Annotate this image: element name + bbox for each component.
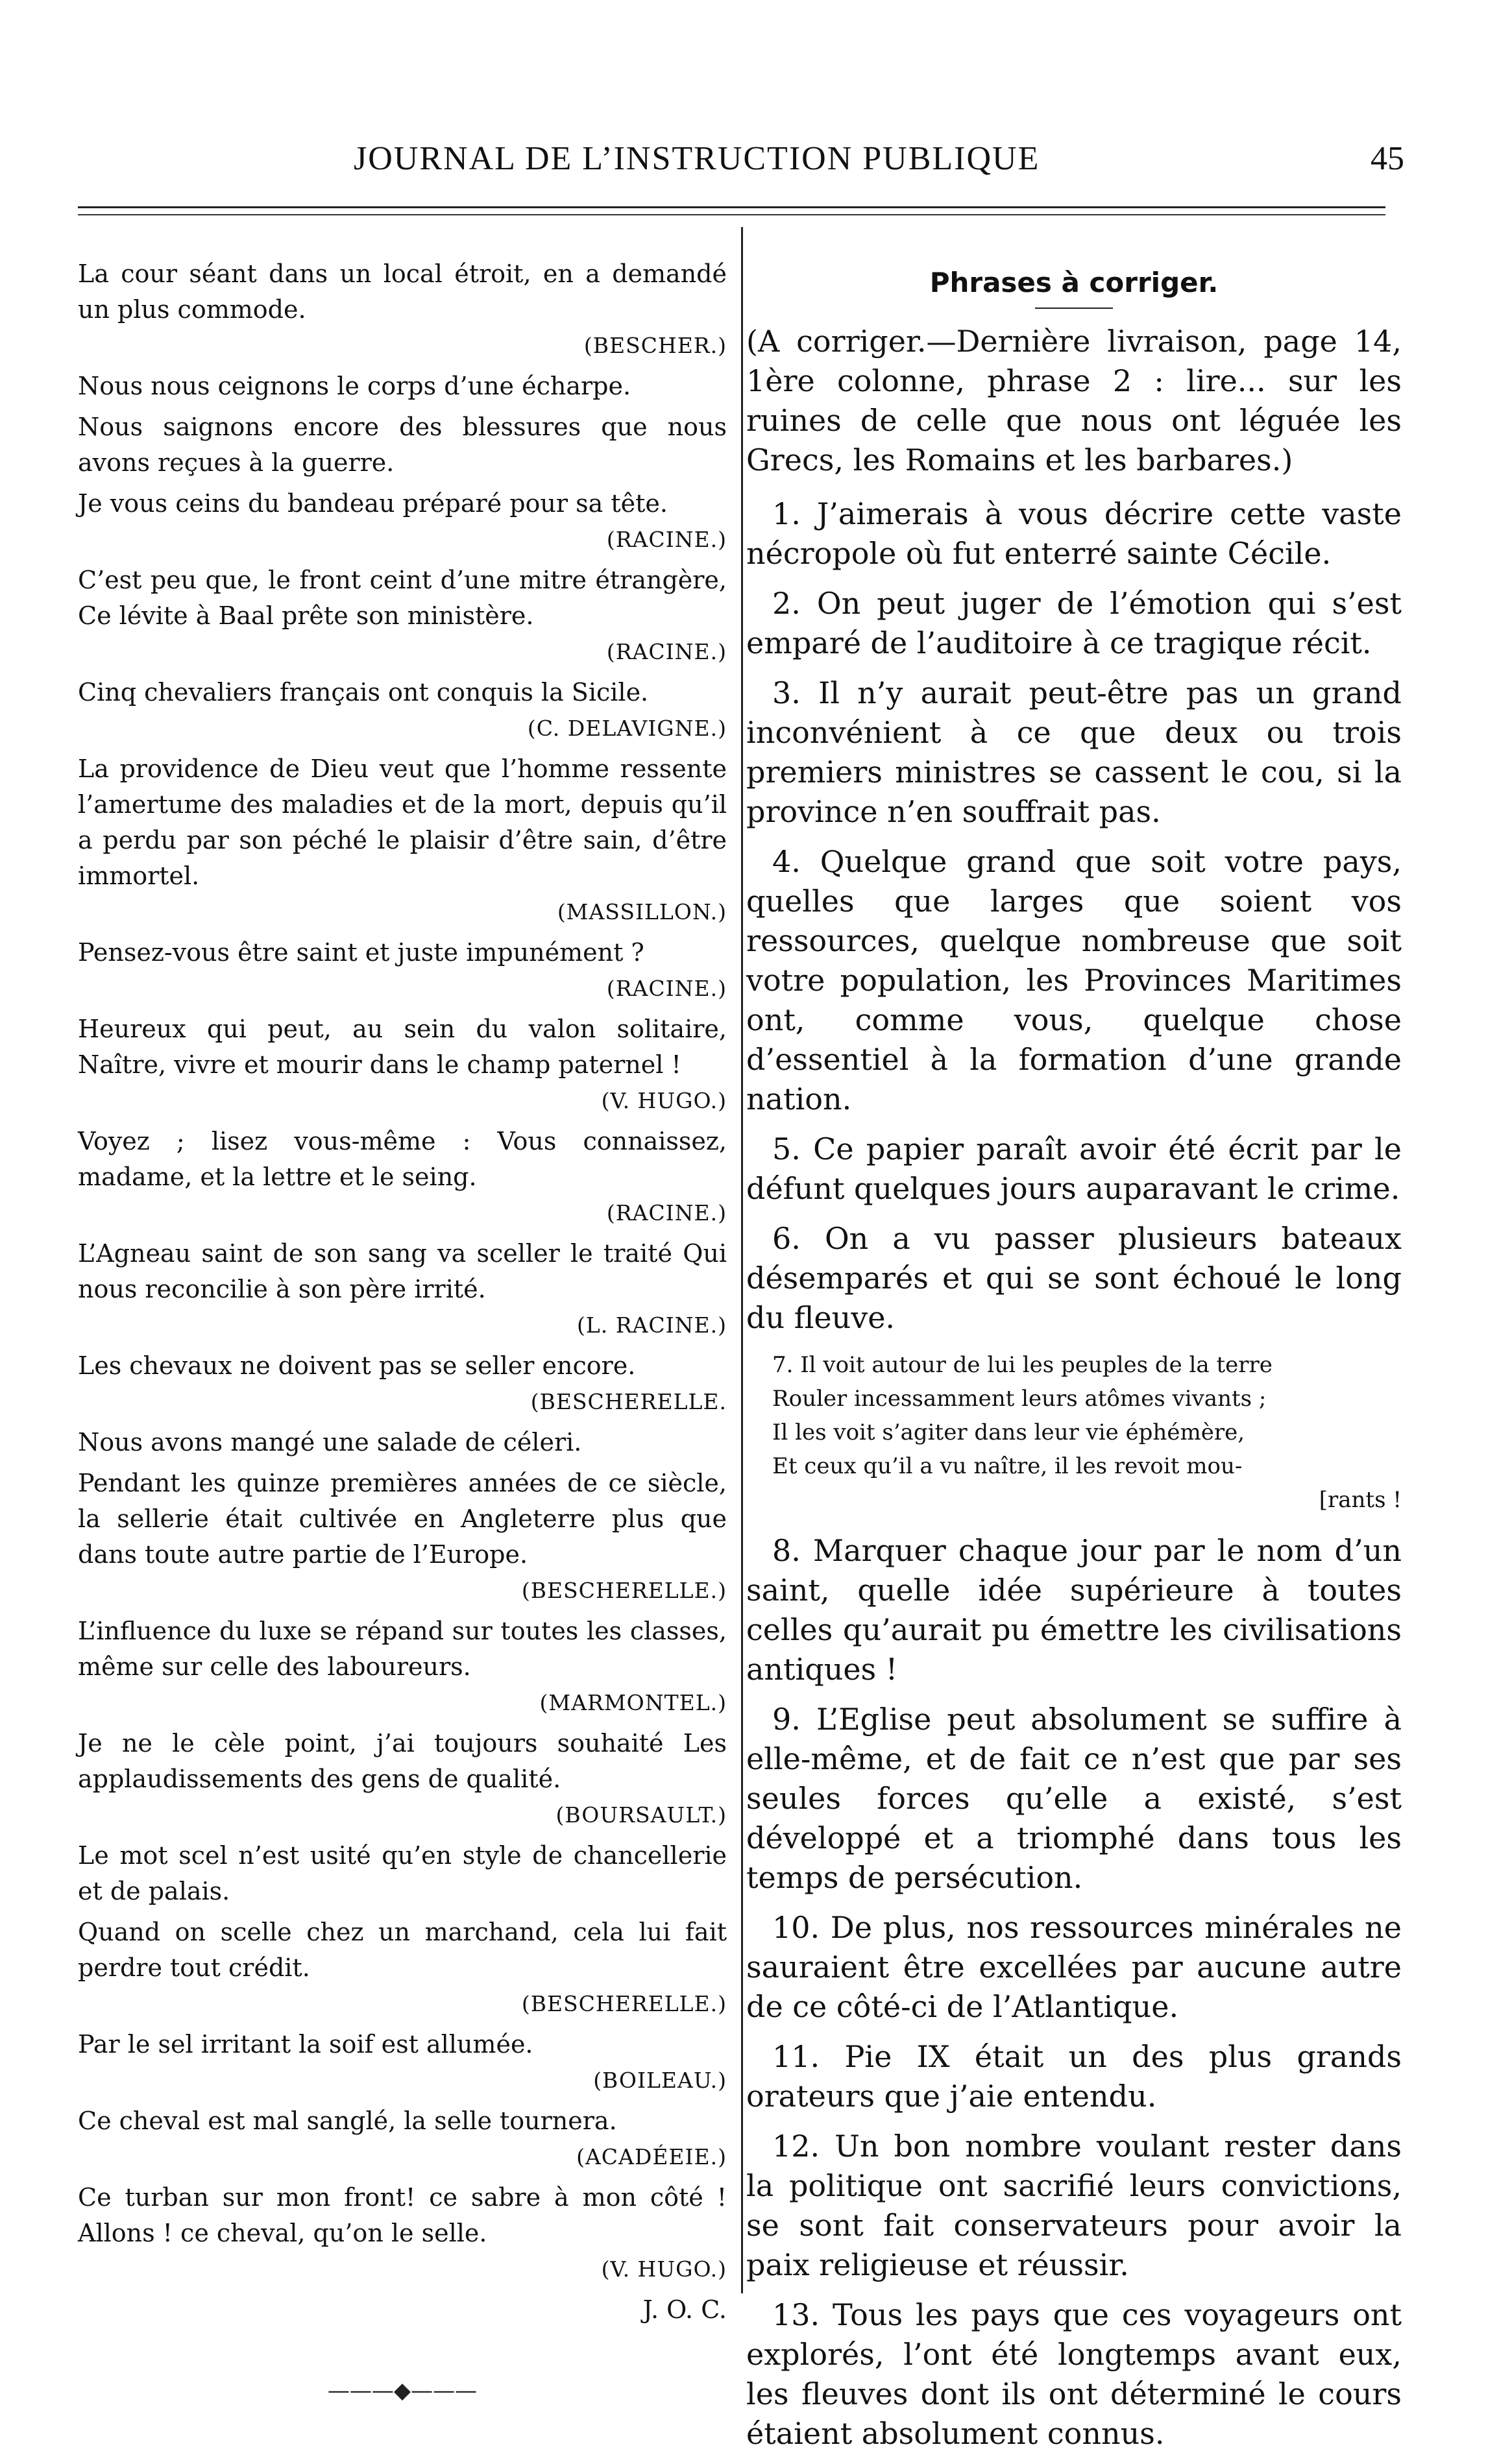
poem-line: Rouler incessamment leurs atômes vivants ; [772, 1386, 1267, 1412]
quote [78, 1124, 727, 1231]
quote-attribution: (BOILEAU.) [593, 2068, 727, 2093]
quote [78, 1236, 727, 1343]
sentence-item: 2. On peut juger de l’émotion qui s’est emparé de l’auditoire à ce tragique récit. [746, 586, 1402, 660]
quote-text: La providence de Dieu veut que l’homme ressente l’amertume des maladies et de la mort, depuis qu’il a perdu par son péché le plaisir d’être sain, d’être immortel. [78, 755, 727, 890]
quote-text: Cinq chevaliers français ont conquis la Sicile. [78, 678, 649, 707]
page-header [0, 139, 1499, 191]
quote-list [78, 256, 727, 2287]
poem-line: [rants ! [1319, 1487, 1402, 1513]
quote-text: Je vous ceins du bandeau préparé pour sa tête. [78, 489, 668, 518]
quote [78, 486, 727, 557]
author-signature: J. O. C. [642, 2295, 727, 2324]
sentence-item: 5. Ce papier paraît avoir été écrit par le défunt quelques jours auparavant le crime. [746, 1131, 1402, 1206]
sentence-item: 4. Quelque grand que soit votre pays, quelles que larges que soient vos ressources, quelque nombreuse que soit votre population, les Provinces Maritimes ont, comme vous, quelque chose d’essentiel à la formation d’une grande nation. [746, 844, 1402, 1117]
sentence-list-continued [746, 1531, 1402, 2454]
quote-text: Ce cheval est mal sanglé, la selle tournera. [78, 2107, 617, 2135]
quote-text: L’Agneau saint de son sang va sceller le traité Qui nous reconcilie à son père irrité. [78, 1239, 727, 1303]
quote-text: Nous saignons encore des blessures que nous avons reçues à la guerre. [78, 413, 727, 477]
quote-attribution: (RACINE.) [606, 976, 727, 1001]
poem-line: 7. Il voit autour de lui les peuples de la terre [772, 1352, 1273, 1378]
quote [78, 1613, 727, 1721]
quote-text: Nous nous ceignons le corps d’une écharpe. [78, 372, 631, 400]
quote-text: Heureux qui peut, au sein du valon solitaire, Naître, vivre et mourir dans le champ paternel ! [78, 1015, 727, 1079]
quote-text: Nous avons mangé une salade de céleri. [78, 1428, 582, 1456]
quote-attribution: (MARMONTEL.) [539, 1690, 727, 1715]
correction-note: (A corriger.—Dernière livraison, page 14, 1ère colonne, phrase 2 : lire... sur les ruines de celle que nous ont léguée les Grecs, les Romains et les barbares.) [746, 324, 1402, 477]
header-rule-secondary [78, 214, 1385, 215]
page-number: 45 [1371, 140, 1404, 177]
sentence-item: 3. Il n’y aurait peut-être pas un grand inconvénient à ce que deux ou trois premiers ministres se cassent le cou, si la province n’en souffrait pas. [746, 675, 1402, 829]
running-title: JOURNAL DE L’INSTRUCTION PUBLIQUE [354, 140, 1040, 177]
quote [78, 256, 727, 363]
quote [78, 1466, 727, 1608]
quote-text: Ce turban sur mon front! ce sabre à mon côté ! Allons ! ce cheval, qu’on le selle. [78, 2183, 727, 2247]
quote [78, 751, 727, 930]
sentence-item: 1. J’aimerais à vous décrire cette vaste nécropole où fut enterré sainte Cécile. [746, 496, 1402, 571]
quote-attribution: (RACINE.) [606, 639, 727, 664]
quote-attribution: (MASSILLON.) [557, 899, 727, 924]
quote-text: La cour séant dans un local étroit, en a demandé un plus commode. [78, 260, 727, 324]
quote-attribution: (BESCHER.) [583, 333, 727, 358]
sentence-item: 6. On a vu passer plusieurs bateaux désemparés et qui se sont échoué le long du fleuve. [746, 1221, 1402, 1335]
quote [78, 675, 727, 746]
quote-text: Pensez-vous être saint et juste impunément ? [78, 938, 644, 967]
quote [78, 368, 727, 404]
quote [78, 1726, 727, 1833]
quote-text: Quand on scelle chez un marchand, cela lui fait perdre tout crédit. [78, 1918, 727, 1982]
quote [78, 2027, 727, 2098]
quote-text: Le mot scel n’est usité qu’en style de chancellerie et de palais. [78, 1841, 727, 1905]
quote-attribution: (V. HUGO.) [601, 1088, 727, 1113]
quote-attribution: (BESCHERELLE. [530, 1389, 727, 1414]
quote-attribution: (ACADÉEIE.) [576, 2144, 727, 2169]
quote [78, 1838, 727, 1909]
sentence-item: 9. L’Eglise peut absolument se suffire à elle-même, et de fait ce n’est que par ses seules forces qu’elle a existé, s’est développé et a triomphé dans tous les temps de persécution. [746, 1702, 1402, 1895]
poem-line: Il les voit s’agiter dans leur vie éphémère, [772, 1419, 1245, 1445]
column-divider [741, 227, 743, 2293]
quote-attribution: (RACINE.) [606, 527, 727, 552]
ornament-divider: ———◆——— [327, 2378, 478, 2404]
quote-text: Les chevaux ne doivent pas se seller encore. [78, 1351, 636, 1380]
quote [78, 409, 727, 481]
quote-text: L’influence du luxe se répand sur toutes les classes, même sur celle des laboureurs. [78, 1617, 727, 1681]
right-column [746, 263, 1402, 2464]
quote [78, 935, 727, 1006]
quote-text: Par le sel irritant la soif est allumée. [78, 2030, 533, 2059]
quote [78, 562, 727, 670]
quote-attribution: (BESCHERELLE.) [521, 1991, 727, 2016]
quote [78, 2180, 727, 2287]
quote [78, 2103, 727, 2175]
quote-text: C’est peu que, le front ceint d’une mitre étrangère, Ce lévite à Baal prête son ministère. [78, 566, 727, 630]
header-rule [78, 206, 1385, 208]
title-rule [1035, 308, 1113, 309]
sentence-list [746, 494, 1402, 1338]
sentence-item: 13. Tous les pays que ces voyageurs ont explorés, l’ont été longtemps avant eux, les fleuves dont ils ont déterminé le cours étaient absolument connus. [746, 2297, 1402, 2451]
quote [78, 1914, 727, 2022]
quote-text: Pendant les quinze premières années de ce siècle, la sellerie était cultivée en Angleterre plus que dans toute autre partie de l’Europe. [78, 1469, 727, 1569]
left-column [78, 256, 727, 2409]
sentence-item: 10. De plus, nos ressources minérales ne sauraient être excellées par aucune autre de ce côté-ci de l’Atlantique. [746, 1910, 1402, 2024]
quote-attribution: (RACINE.) [606, 1200, 727, 1226]
quote [78, 1011, 727, 1118]
quote [78, 1348, 727, 1419]
poem-line: Et ceux qu’il a vu naître, il les revoit mou- [772, 1453, 1243, 1479]
quote-attribution: (C. DELAVIGNE.) [527, 716, 727, 741]
quote-text: Je ne le cèle point, j’ai toujours souhaité Les applaudissements des gens de qualité. [78, 1729, 727, 1793]
quote-attribution: (BESCHERELLE.) [521, 1578, 727, 1603]
sentence-item: 11. Pie IX était un des plus grands orateurs que j’aie entendu. [746, 2039, 1402, 2114]
sentence-item: 8. Marquer chaque jour par le nom d’un saint, quelle idée supérieure à toutes celles qu’aurait pu émettre les civilisations antiques ! [746, 1533, 1402, 1687]
section-title: Phrases à corriger. [929, 267, 1219, 298]
quote-attribution: (V. HUGO.) [601, 2256, 727, 2282]
quote-attribution: (L. RACINE.) [576, 1312, 727, 1338]
quote-text: Voyez ; lisez vous-même : Vous connaissez, madame, et la lettre et le seing. [78, 1127, 727, 1191]
sentence-item: 12. Un bon nombre voulant rester dans la politique ont sacrifié leurs convictions, se sont fait conservateurs pour avoir la paix religieuse et réussir. [746, 2129, 1402, 2282]
quote-attribution: (BOURSAULT.) [555, 1802, 727, 1828]
quote [78, 1425, 727, 1460]
poem-block [772, 1348, 1402, 1517]
